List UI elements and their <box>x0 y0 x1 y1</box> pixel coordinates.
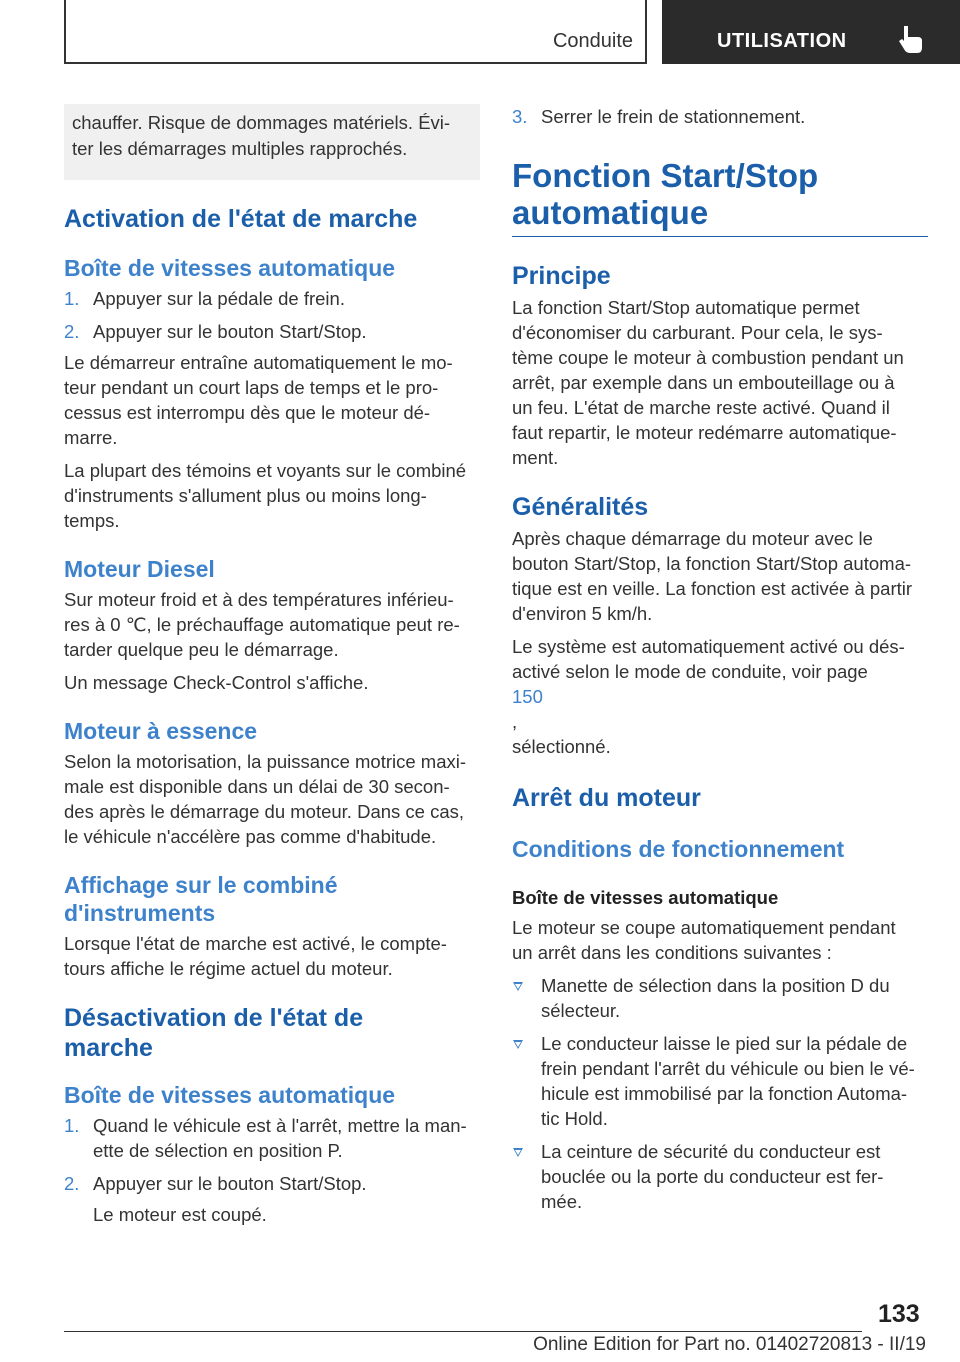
heading-line: Fonction Start/Stop <box>512 157 819 194</box>
note-line: ter les démarrages multiples rapprochés. <box>72 138 408 159</box>
bullet-text: frein pendant l'arrêt du véhicule ou bien le vé- <box>541 1058 915 1079</box>
text-line: cessus est interrompu dès que le moteur dé- <box>64 402 431 423</box>
checkcontrol-paragraph: Un message Check-Control s'affiche. <box>64 672 369 693</box>
step-text: Quand le véhicule est à l'arrêt, mettre la man- <box>93 1115 467 1136</box>
bullet-item <box>512 973 928 1023</box>
text-line: Le moteur se coupe automatiquement pendant <box>512 917 896 938</box>
text-line: La plupart des témoins et voyants sur le combiné <box>64 460 467 481</box>
text-line: tique est en veille. La fonction est activée à partir <box>512 578 913 599</box>
bullet-text: Manette de sélection dans la position D du <box>541 975 890 996</box>
text-line: bouton Start/Stop, la fonction Start/Stop automa- <box>512 553 912 574</box>
step-text: Le moteur est coupé. <box>93 1204 267 1225</box>
edition-footer: Online Edition for Part no. 01402720813 - II/19 <box>533 1334 926 1355</box>
startstop-heading <box>512 157 928 237</box>
left-column <box>64 100 480 1227</box>
step-number: 2. <box>64 1173 80 1194</box>
bullet-text: mée. <box>541 1191 583 1212</box>
text-line: res à 0 ℃, le préchauffage automatique peut re- <box>64 614 460 635</box>
engine-stop-heading: Arrêt du moteur <box>512 784 701 812</box>
diesel-paragraph <box>64 587 480 662</box>
right-column <box>512 100 928 1214</box>
step-text: Serrer le frein de stationnement. <box>541 106 806 127</box>
step-item <box>64 1113 480 1163</box>
heading-line: automatique <box>512 194 709 231</box>
text-line: sélectionné. <box>512 736 611 757</box>
text-line: temps. <box>64 510 120 531</box>
deactivation-heading <box>64 1003 480 1063</box>
text-line: Selon la motorisation, la puissance motrice maxi- <box>64 751 467 772</box>
step-text: Appuyer sur la pédale de frein. <box>93 288 345 309</box>
bullet-text: bouclée ou la porte du conducteur est fer- <box>541 1166 884 1187</box>
text-line: arrêt, par exemple dans un embouteillage ou à <box>512 372 895 393</box>
step-number: 2. <box>64 321 80 342</box>
heading-line: d'instruments <box>64 900 216 926</box>
text-line: des après le démarrage du moteur. Dans ce cas, <box>64 801 465 822</box>
text-line <box>512 659 928 734</box>
principle-paragraph <box>512 295 928 470</box>
text-line: faut repartir, le moteur redémarre automatique- <box>512 422 897 443</box>
text-line: d'environ 5 km/h. <box>512 603 653 624</box>
triangle-bullet-icon <box>513 1148 523 1157</box>
step-text: Appuyer sur le bouton Start/Stop. <box>93 321 367 342</box>
petrol-heading: Moteur à essence <box>64 718 258 744</box>
step-number: 1. <box>64 1115 80 1136</box>
principle-heading: Principe <box>512 262 611 290</box>
display-heading <box>64 871 480 927</box>
text-fragment: activé selon le mode de conduite, voir page <box>512 661 868 682</box>
diesel-heading: Moteur Diesel <box>64 556 215 582</box>
general-paragraph <box>512 526 928 626</box>
step-item <box>64 1171 480 1227</box>
text-line: Après chaque démarrage du moteur avec le <box>512 528 873 549</box>
triangle-bullet-icon <box>513 982 523 991</box>
text-line: Le système est automatiquement activé ou dés- <box>512 636 905 657</box>
conditions-paragraph <box>512 915 928 965</box>
bullet-text: tic Hold. <box>541 1108 608 1129</box>
lights-paragraph <box>64 458 480 533</box>
text-line: tarder quelque peu le démarrage. <box>64 639 339 660</box>
triangle-bullet-icon <box>513 1040 523 1049</box>
text-line: tours affiche le régime actuel du moteur. <box>64 958 393 979</box>
heading-line: marche <box>64 1034 153 1062</box>
step-text: ette de sélection en position P. <box>93 1140 343 1161</box>
step-item <box>64 286 480 311</box>
heading-line: Affichage sur le combiné <box>64 872 338 898</box>
display-paragraph <box>64 931 480 981</box>
activation-heading: Activation de l'état de marche <box>64 205 418 233</box>
petrol-paragraph <box>64 749 480 849</box>
text-line: d'économiser du carburant. Pour cela, le sys- <box>512 322 883 343</box>
text-line: teur pendant un court laps de temps et le pro- <box>64 377 439 398</box>
step-item <box>64 319 480 344</box>
auto-gearbox-heading-2: Boîte de vitesses automatique <box>64 1082 396 1108</box>
step-text: Appuyer sur le bouton Start/Stop. <box>93 1173 367 1194</box>
general-heading: Généralités <box>512 493 649 521</box>
text-line: Le démarreur entraîne automatiquement le mo- <box>64 352 453 373</box>
text-line: un feu. L'état de marche reste activé. Quand il <box>512 397 890 418</box>
text-line: tème coupe le moteur à combustion pendant un <box>512 347 904 368</box>
warning-note-continuation <box>64 104 480 180</box>
bullet-text: Le conducteur laisse le pied sur la pédale de <box>541 1033 908 1054</box>
note-line: chauffer. Risque de dommages matériels. Évi- <box>72 112 451 133</box>
page-link[interactable]: 150 <box>512 686 543 707</box>
page-number: 133 <box>878 1300 920 1328</box>
text-line: un arrêt dans les conditions suivantes : <box>512 942 832 963</box>
starter-paragraph <box>64 350 480 450</box>
text-line: marre. <box>64 427 118 448</box>
text-line: male est disponible dans un délai de 30 secon- <box>64 776 450 797</box>
text-fragment: , <box>512 711 518 732</box>
section-label: Conduite <box>552 30 633 52</box>
text-line: d'instruments s'allument plus ou moins long- <box>64 485 427 506</box>
bullet-item <box>512 1139 928 1214</box>
system-paragraph <box>512 634 928 759</box>
text-line: Sur moteur froid et à des températures inférieu- <box>64 589 454 610</box>
conditions-heading: Conditions de fonctionnement <box>512 836 845 862</box>
header-chapter-tab <box>662 0 960 64</box>
text-line: ment. <box>512 447 559 468</box>
step-number: 3. <box>512 106 528 127</box>
bullet-text: La ceinture de sécurité du conducteur est <box>541 1141 881 1162</box>
text-line: La fonction Start/Stop automatique permet <box>512 297 860 318</box>
chapter-label: UTILISATION <box>717 30 847 52</box>
bullet-text: sélecteur. <box>541 1000 621 1021</box>
header-section-box <box>64 0 647 64</box>
text-line: le véhicule n'accélère pas comme d'habitude. <box>64 826 437 847</box>
bullet-text: hicule est immobilisé par la fonction Automa- <box>541 1083 908 1104</box>
pointing-hand-icon <box>898 24 924 54</box>
text-line: Lorsque l'état de marche est activé, le compte- <box>64 933 447 954</box>
auto-gearbox-heading: Boîte de vitesses automatique <box>64 255 396 281</box>
footer-divider <box>64 1331 862 1332</box>
step-item <box>512 104 928 129</box>
bullet-item <box>512 1031 928 1131</box>
step-number: 1. <box>64 288 80 309</box>
heading-line: Désactivation de l'état de <box>64 1004 364 1032</box>
auto-gearbox-subheading: Boîte de vitesses automatique <box>512 887 779 908</box>
